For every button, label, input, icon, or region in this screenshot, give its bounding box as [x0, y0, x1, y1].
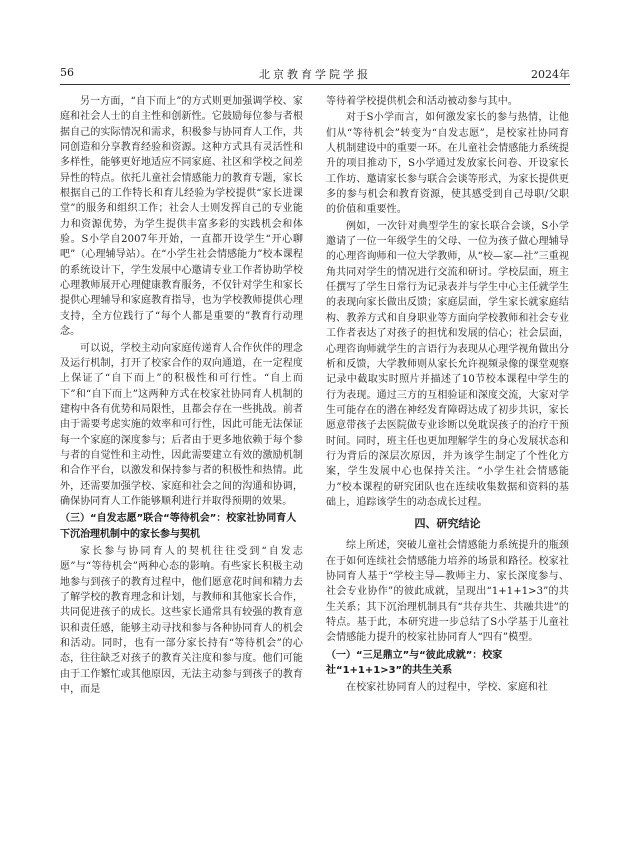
paragraph: 另一方面，“自下而上”的方式则更加强调学校、家庭和社会人士的自主性和创新性。它鼓励每位参与者根据自己的实际情况和需求，积极参与协同育人工作，共同创造和分享教育经验和资源。这种方式具有灵活性和多样性，能够更好地适应不同家庭、社区和学校之间差异性的特点。依托儿童社会情感能力的教育专题，家长根据自己的工作特长和育儿经验为学校提供“家长进课堂”的服务和组织工作；社会人士则发挥自己的专业能力和资源优势，为学生提供丰富多彩的实践机会和体验。S小学自2007年开始，一直都开设学生“开心聊吧”（心理辅导站）。在“小学生社会情感能力”校本课程的系统设计下，学生发展中心邀请专业工作者协助学校心理教师展开心理健康教育服务，不仅针对学生和家长提供心理辅导和家庭教育指导，也为学校教师提供心理支持，全方位践行了“每个人都是重要的”教育行动理念。	[60, 96, 303, 338]
running-header	[60, 66, 570, 82]
section-heading: 四、研究结论	[414, 517, 481, 531]
paragraph: 例如，一次针对典型学生的家长联合会谈，S小学邀请了一位一年级学生的父母、一位为孩子做心理辅导的心理咨询师和一位大学教师，从“校—家—社”三重视角共同对学生的情况进行交流和研讨。学校层面，班主任撰写了学生日常行为记录表并与学生中心主任就学生的表现向家长做出反馈；家庭层面，学生家长就家庭结构、教养方式和自身职业等方面向学校教师和社会专业工作者表达了对孩子的担忧和发展的信心；社会层面，心理咨询师就学生的言语行为表现从心理学视角做出分析和反馈，大学教师则从家长允许视频录像的课堂观察记录中截取实时照片并描述了10节校本课程中学生的行为表现。通过三方的互相验证和深度交流，大家对学生可能存在的潜在神经发育障碍达成了初步共识，家长愿意带孩子去医院做专业诊断以免耽误孩子的治疗干预时间。同时，班主任也更加理解学生的身心发展状态和行为背后的深层次原因，并为该学生制定了个性化方案，学生发展中心也保持关注。“小学生社会情感能力”校本课程的研究团队也在连续收集数据和资料的基础上，追踪该学生的动态成长过程。	[326, 220, 569, 508]
paragraph-continued: 等待着学校提供机会和活动被动参与其中。	[326, 96, 518, 107]
paragraph: 对于S小学而言，如何激发家长的参与热情，让他们从“等待机会”转变为“自发志愿”，是校家社协同育人机制建设中的重要一环。在儿童社会情感能力系统提升的项目推动下，S小学通过发放家长问卷、开设家长工作坊、邀请家长参与联合会谈等形式，为家长提供更多的参与机会和教育资源，使其感受到自己母职/父职的价值和重要性。	[326, 112, 569, 216]
page-number: 56	[60, 66, 74, 79]
left-column	[60, 94, 303, 698]
paragraph: 在校家社协同育人的过程中，学校、家庭和社	[346, 682, 548, 694]
paragraph: 可以说，学校主动向家庭传递育人合作伙伴的理念及运行机制，打开了校家合作的双向通道，在一定程度上保证了“自下而上”的积极性和可行性。“自上而下”和“自下而上”这两种方式在校家社协同育人机制的建构中各有优势和局限性，且都会存在一些挑战。前者由于需要考虑实施的效率和可行性，因此可能无法保证每一个家庭的深度参与；后者由于更多地依赖于每个参与者的自觉性和主动性，因此需要建立有效的激励机制和合作平台，以激发和保持参与者的积极性和热情。此外，还需要加强学校、家庭和社会之间的沟通和协调，确保协同育人工作能够顺利进行并取得预期的效果。	[60, 342, 303, 507]
right-column	[326, 94, 569, 697]
subsection-heading: （三）“自发志愿”联合“等待机会”：校家社协同育人下沉治理机制中的家长参与契机	[60, 513, 297, 540]
subsection-heading: （一）“三足鼎立”与“彼此成就”：校家社“1+1+1>3”的共生关系	[326, 649, 503, 677]
paragraph: 家长参与协同育人的契机往往受到“自发志愿”与“等待机会”两种心态的影响。有些家长积极主动地参与到孩子的教育过程中，他们愿意花时间和精力去了解学校的教育理念和计划，与教师和其他家长合作，共同促进孩子的成长。这些家长通常具有较强的教育意识和责任感，能够主动寻找和参与各种协同育人的机会和活动。同时，也有一部分家长持有“等待机会”的心态，往往缺乏对孩子的教育关注度和参与度。他们可能由于工作繁忙或其他原因，无法主动参与到孩子的教育中，而是	[60, 545, 303, 696]
journal-name: 北京教育学院学报	[259, 68, 371, 81]
header-rule	[60, 84, 570, 85]
paragraph: 综上所述，突破儿童社会情感能力系统提升的瓶颈在于如何连续社会情感能力培养的场景和路径。校家社协同育人基于“学校主导—教师主力、家长深度参与、社会专业协作”的彼此成就，呈现出“1+1+1>3”的共生关系；其下沉治理机制具有“共存共生、共融共进”的特点。基于此，本研究进一步总结了S小学基于儿童社会情感能力提升的校家社协同育人“四有”模型。	[326, 540, 569, 644]
issue-year: 2024年	[531, 68, 570, 81]
